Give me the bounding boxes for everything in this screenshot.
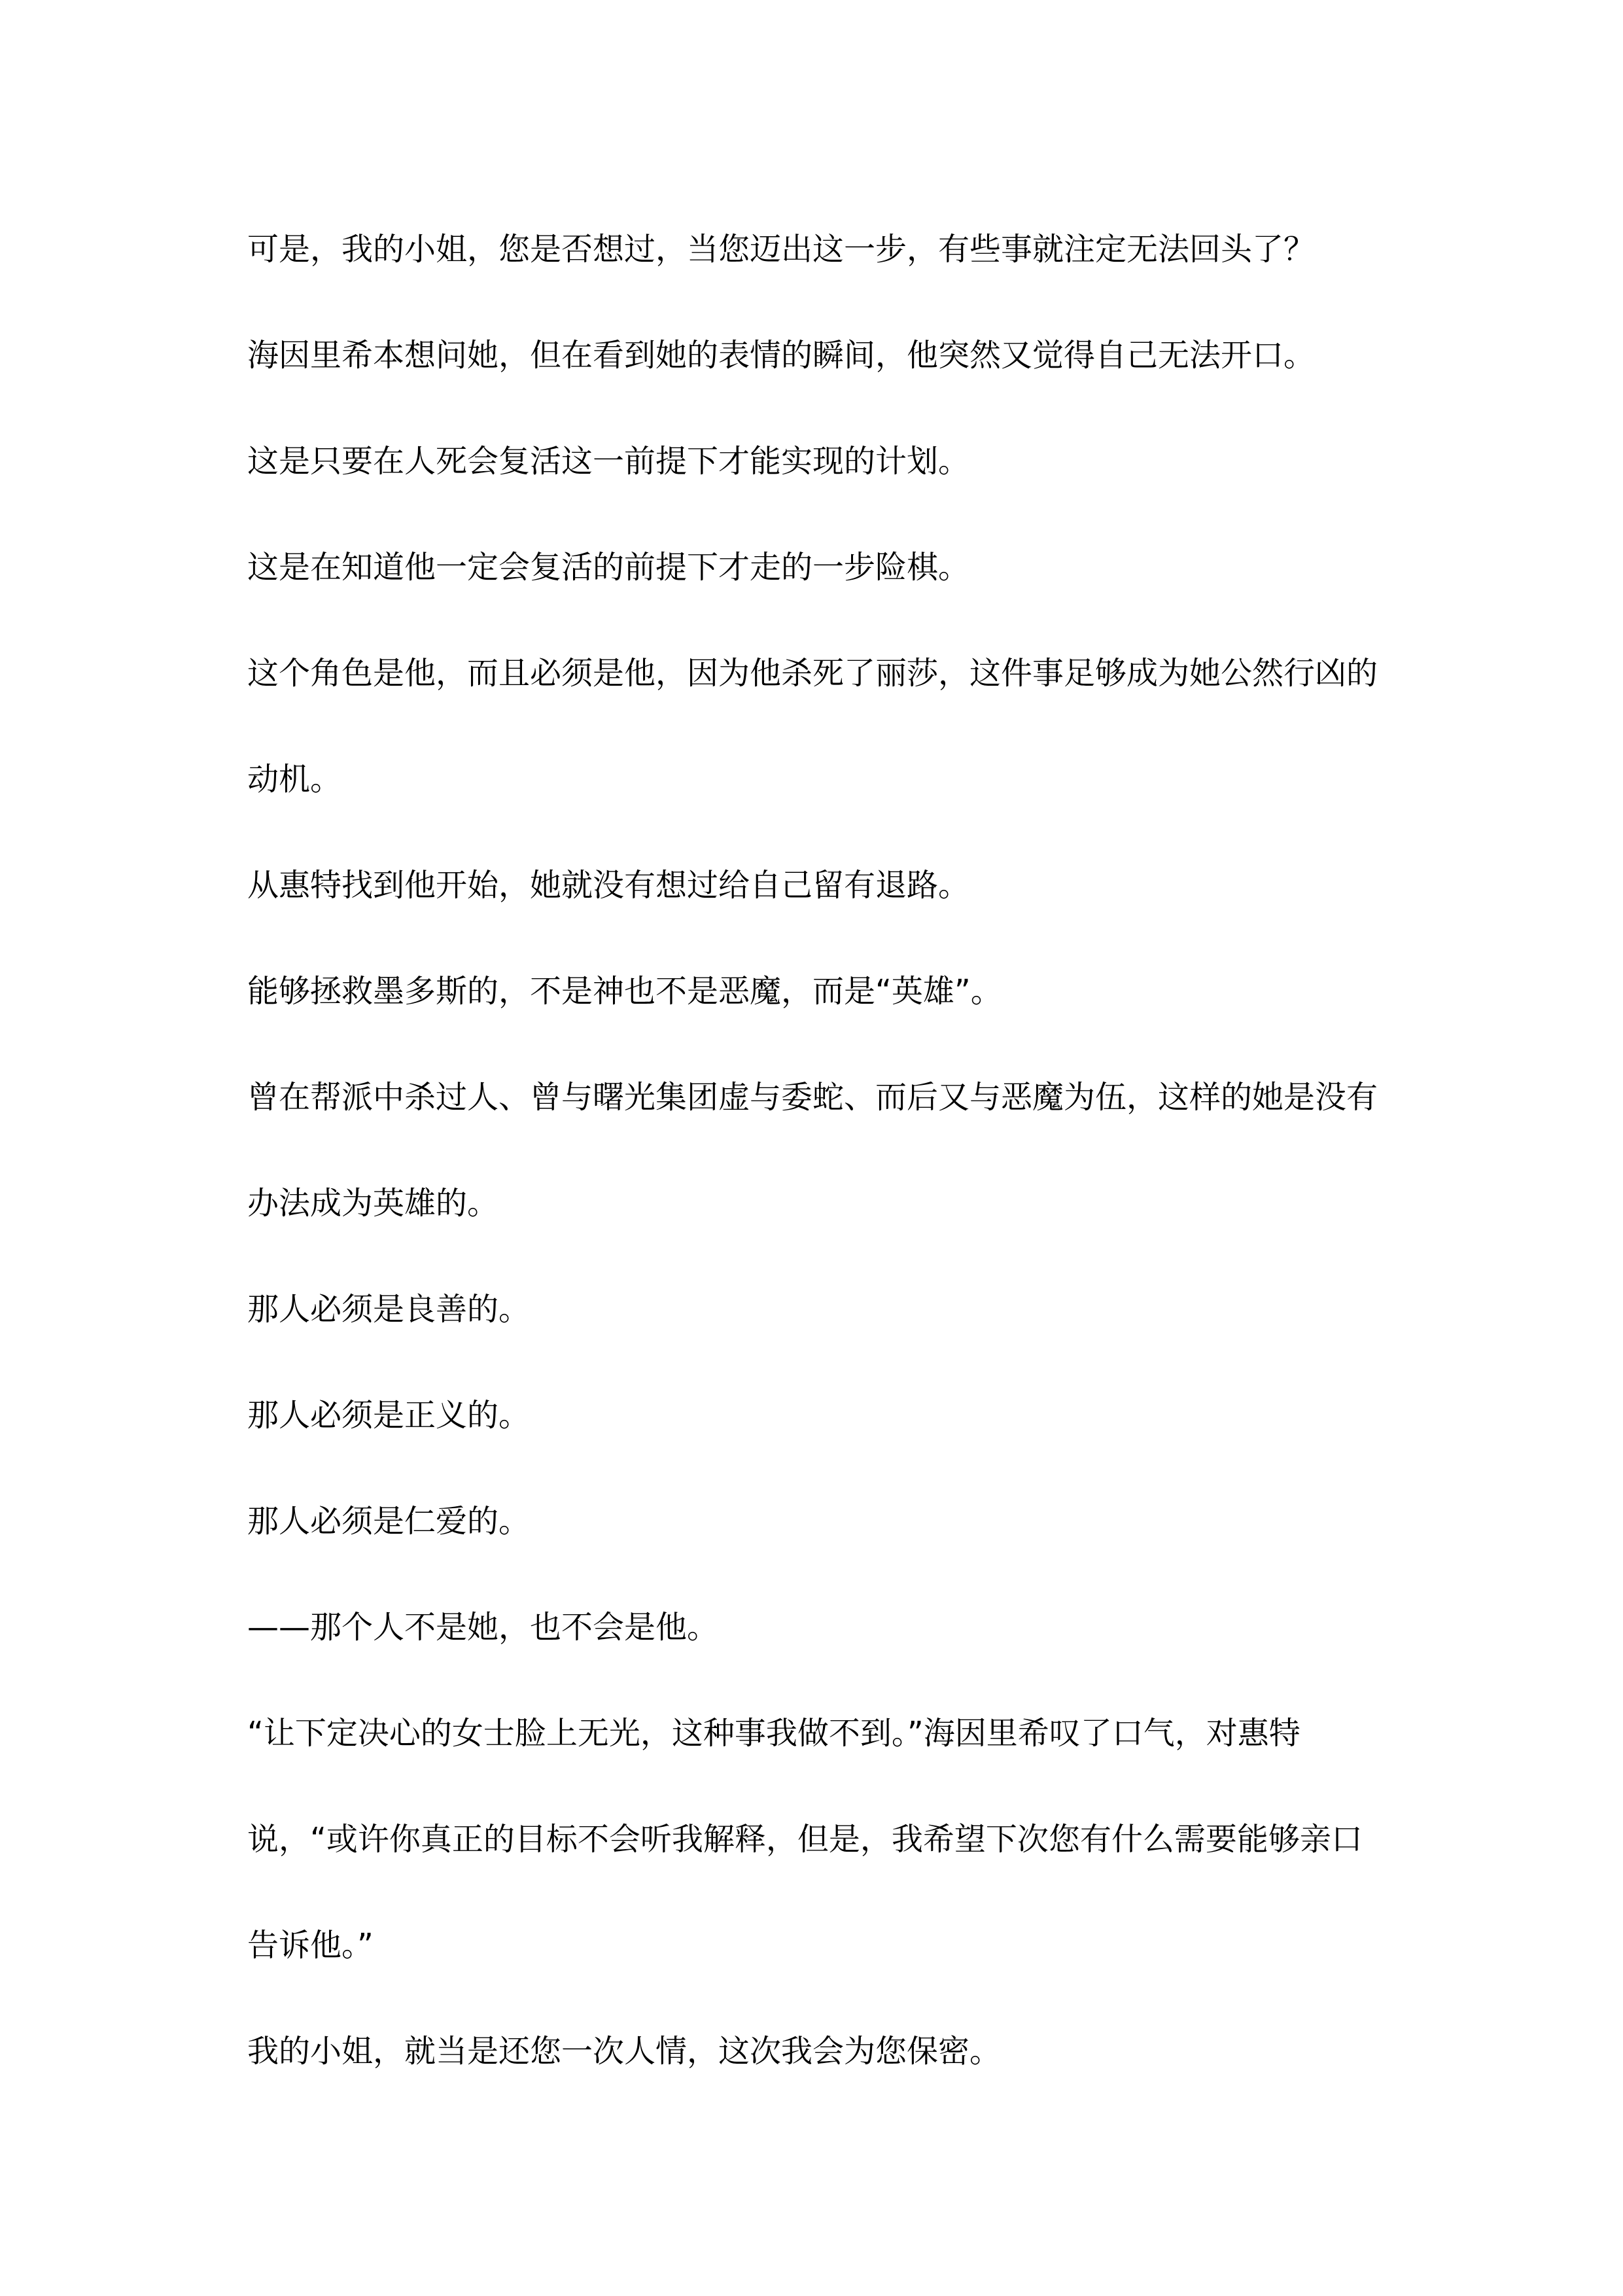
paragraph-7: 能够拯救墨多斯的，不是神也不是恶魔，而是“英雄”。 [247,973,1002,1010]
paragraph-12: ——那个人不是她，也不会是他。 [247,1609,719,1646]
paragraph-13: “让下定决心的女士脸上无光，这种事我做不到。”海因里希叹了口气，对惠特说，“或许你真正的目标不会听我解释，但是，我希望下次您有什么需要能够亲口告诉他。” [247,1715,1363,1964]
paragraph-2: 海因里希本想问她，但在看到她的表情的瞬间，他突然又觉得自己无法开口。 [247,337,1316,374]
paragraph-6: 从惠特找到他开始，她就没有想过给自己留有退路。 [247,867,970,904]
paragraph-14: 我的小姐，就当是还您一次人情，这次我会为您保密。 [247,2033,1002,2070]
paragraph-8: 曾在帮派中杀过人、曾与曙光集团虚与委蛇、而后又与恶魔为伍，这样的她是没有办法成为英雄的。 [247,1079,1378,1222]
body-text [247,196,1392,2104]
paragraph-11: 那人必须是仁爱的。 [247,1503,531,1540]
paragraph-3: 这是只要在人死会复活这一前提下才能实现的计划。 [247,443,970,480]
paragraph-9: 那人必须是良善的。 [247,1291,531,1328]
paragraph-5: 这个角色是他，而且必须是他，因为他杀死了丽莎，这件事足够成为她公然行凶的动机。 [247,655,1378,798]
paragraph-1: 可是，我的小姐，您是否想过，当您迈出这一步，有些事就注定无法回头了？ [247,231,1316,268]
paragraph-10: 那人必须是正义的。 [247,1397,531,1434]
paragraph-4: 这是在知道他一定会复活的前提下才走的一步险棋。 [247,549,970,586]
